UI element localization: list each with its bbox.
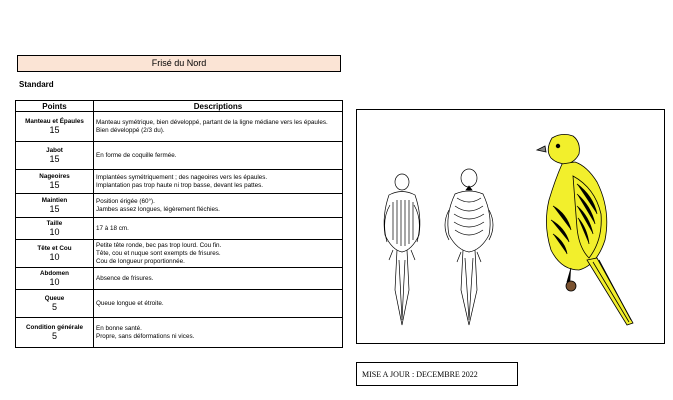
point-score: 15 xyxy=(49,203,60,214)
table-row xyxy=(16,142,343,170)
point-cell xyxy=(16,268,94,290)
description-cell xyxy=(94,290,343,318)
point-cell xyxy=(16,194,94,218)
bird-back-view xyxy=(384,174,420,325)
description-line: Tête, cou et nuque sont exempts de frisures. xyxy=(96,249,221,257)
point-score: 15 xyxy=(49,179,60,190)
description-line: En bonne santé. xyxy=(96,324,142,332)
point-score: 15 xyxy=(49,124,60,135)
point-name: Abdomen xyxy=(39,269,70,277)
table-row xyxy=(16,194,343,218)
description-cell xyxy=(94,142,343,170)
standard-table xyxy=(15,100,343,348)
description-line: Absence de frisures. xyxy=(96,274,154,282)
description-line: Petite tête ronde, bec pas trop lourd. Cou fin. xyxy=(96,241,222,249)
description-line: Jambes assez longues, légèrement fléchies. xyxy=(96,205,220,213)
point-cell xyxy=(16,240,94,268)
point-name: Manteau et Épaules xyxy=(25,117,84,125)
description-cell xyxy=(94,318,343,348)
table-header-row xyxy=(16,101,343,112)
point-name: Nageoires xyxy=(39,172,70,180)
point-cell xyxy=(16,112,94,142)
description-line: Manteau symétrique, bien développé, partant de la ligne médiane vers les épaules. xyxy=(96,118,328,126)
point-name: Queue xyxy=(44,294,65,302)
point-name: Condition générale xyxy=(25,323,84,331)
bird-illustration xyxy=(357,110,664,343)
table-row xyxy=(16,318,343,348)
table-row xyxy=(16,240,343,268)
description-line: 17 à 18 cm. xyxy=(96,224,129,232)
point-name: Taille xyxy=(46,219,63,227)
table-row xyxy=(16,218,343,240)
description-cell xyxy=(94,240,343,268)
point-score: 5 xyxy=(51,330,57,341)
standard-subtitle: Standard xyxy=(19,80,54,89)
point-score: 10 xyxy=(49,226,60,237)
point-score: 10 xyxy=(49,276,60,287)
point-cell xyxy=(16,170,94,194)
points-header: Points xyxy=(16,101,94,112)
description-line: Queue longue et étroite. xyxy=(96,299,164,307)
point-score: 5 xyxy=(51,301,57,312)
descriptions-header: Descriptions xyxy=(94,101,343,112)
table-row xyxy=(16,290,343,318)
description-line: Position érigée (60°). xyxy=(96,197,155,205)
point-score: 15 xyxy=(49,153,60,164)
description-line: En forme de coquille fermée. xyxy=(96,151,177,159)
description-cell xyxy=(94,170,343,194)
description-line: Cou de longueur proportionnée. xyxy=(96,257,185,265)
bird-illustration-frame xyxy=(356,109,665,344)
point-cell xyxy=(16,290,94,318)
description-cell xyxy=(94,194,343,218)
description-line: Implantées symétriquement ; des nageoires vers les épaules. xyxy=(96,173,268,181)
description-cell xyxy=(94,218,343,240)
point-name: Tête et Cou xyxy=(37,244,72,252)
point-cell xyxy=(16,318,94,348)
description-cell xyxy=(94,268,343,290)
description-line: Bien développé (2/3 du). xyxy=(96,126,165,134)
point-cell xyxy=(16,218,94,240)
update-note: MISE A JOUR : DECEMBRE 2022 xyxy=(356,362,518,386)
point-score: 10 xyxy=(49,251,60,262)
standard-title: Frisé du Nord xyxy=(17,55,341,72)
table-row xyxy=(16,112,343,142)
description-line: Implantation pas trop haute ni trop basse, devant les pattes. xyxy=(96,181,263,189)
description-cell xyxy=(94,112,343,142)
bird-front-view xyxy=(445,169,493,325)
point-name: Maintien xyxy=(41,196,68,204)
point-cell xyxy=(16,142,94,170)
table-row xyxy=(16,268,343,290)
description-line: Propre, sans déformations ni vices. xyxy=(96,332,195,340)
table-row xyxy=(16,170,343,194)
point-name: Jabot xyxy=(46,146,63,154)
bird-side-view xyxy=(537,134,633,325)
